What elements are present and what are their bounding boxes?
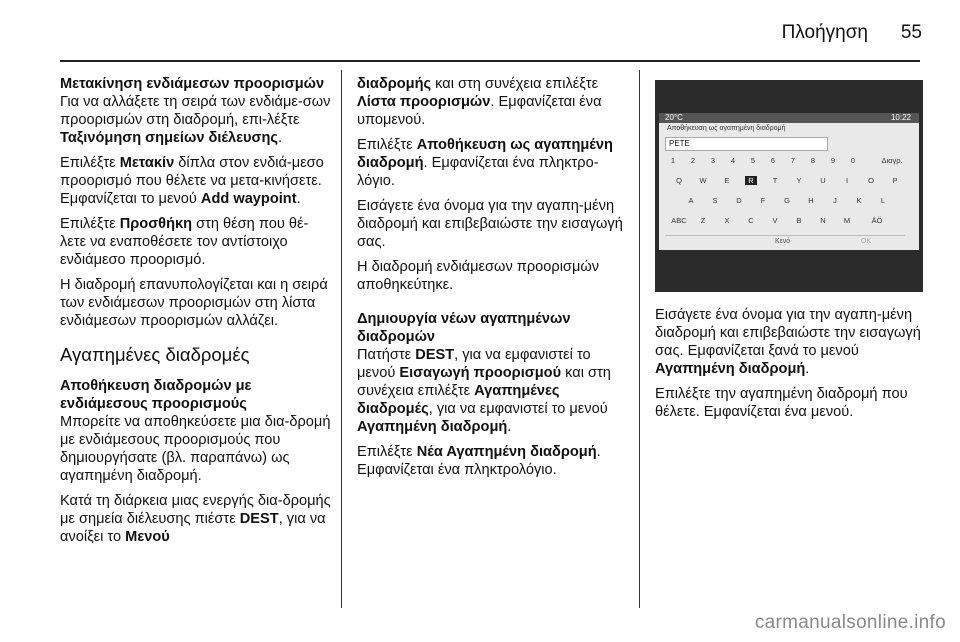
- text: στη θέση που θέ-λετε να εναποθέσετε τον αντίστοιχο ενδιάμεσο προορισμό.: [60, 216, 309, 268]
- menu-term: Αποθήκευση ως αγαπημένη διαδρομή: [357, 137, 613, 171]
- column-1: [60, 75, 332, 553]
- menu-term: Αγαπημένη διαδρομή: [357, 419, 508, 435]
- text: . Εμφανίζεται ένα πληκτρο-λόγιο.: [357, 155, 599, 189]
- infotainment-screenshot: [655, 80, 923, 292]
- paragraph: Μπορείτε να αποθηκεύσετε μια δια-δρομή με ενδιάμεσους προορισμούς που δημιουργήσατε (βλ. παραπάνω) ως αγαπημένη διαδρομή.: [60, 414, 331, 484]
- text: .: [296, 191, 301, 207]
- name-input[interactable]: PETE: [665, 137, 828, 151]
- paragraph: Εισάγετε ένα όνομα για την αγαπη-μένη διαδρομή και επιβεβαιώστε την εισαγωγή σας.: [357, 198, 623, 250]
- text: Πατήστε: [357, 347, 416, 363]
- key[interactable]: 4: [730, 156, 736, 165]
- text: . Εμφανίζεται ένα υπομενού.: [357, 94, 602, 128]
- button-term: DEST: [415, 347, 455, 363]
- key[interactable]: E: [724, 176, 730, 185]
- paragraph: [357, 75, 632, 129]
- status-bar: [659, 113, 919, 123]
- key[interactable]: D: [736, 196, 742, 205]
- key[interactable]: T: [772, 176, 778, 185]
- screen-title: Αποθήκευση ως αγαπημένη διαδρομή: [667, 125, 786, 132]
- key[interactable]: F: [760, 196, 766, 205]
- text: Επιλέξτε: [357, 444, 417, 460]
- header-rule: [60, 60, 920, 62]
- key[interactable]: X: [724, 216, 730, 225]
- keyboard-bottom-bar: [665, 235, 905, 248]
- key[interactable]: 9: [830, 156, 836, 165]
- ok-key[interactable]: OK: [861, 238, 872, 245]
- menu-term: Αγαπημένη διαδρομή: [655, 361, 806, 377]
- key[interactable]: M: [843, 216, 851, 225]
- menu-term: Εισαγωγή προορισμού: [399, 365, 562, 381]
- section-title: Μετακίνηση ενδιάμεσων προορισμών: [60, 76, 325, 92]
- paragraph: Η διαδρομή επανυπολογίζεται και η σειρά των ενδιάμεσων προορισμών στη λίστα ενδιάμεσων προορισμών αλλάζει.: [60, 277, 328, 329]
- menu-term: Ταξινόμηση σημείων διέλευσης: [60, 130, 279, 146]
- key-selected[interactable]: R: [745, 176, 757, 185]
- menu-term: Προσθήκη: [119, 216, 193, 232]
- key[interactable]: Y: [796, 176, 802, 185]
- key[interactable]: N: [820, 216, 826, 225]
- text: , για να εμφανιστεί το μενού: [428, 401, 608, 417]
- column-2: [357, 75, 632, 486]
- key[interactable]: I: [845, 176, 849, 185]
- key[interactable]: K: [856, 196, 862, 205]
- paragraph: [60, 215, 332, 269]
- key[interactable]: 5: [750, 156, 756, 165]
- key[interactable]: Z: [700, 216, 706, 225]
- key[interactable]: P: [892, 176, 898, 185]
- menu-term: Αγαπημένες διαδρομές: [357, 383, 560, 417]
- paragraph: [357, 136, 632, 190]
- paragraph: [357, 443, 632, 479]
- text: , για να εμφανιστεί το μενού: [357, 347, 591, 381]
- text: Επιλέξτε: [60, 216, 120, 232]
- delete-key[interactable]: Διαγρ.: [881, 156, 903, 165]
- paragraph: [60, 154, 332, 208]
- menu-term: Νέα Αγαπημένη διαδρομή: [416, 444, 597, 460]
- key[interactable]: 8: [810, 156, 816, 165]
- key[interactable]: 0: [850, 156, 856, 165]
- paragraph: Η διαδρομή ενδιάμεσων προορισμών αποθηκεύτηκε.: [357, 259, 600, 293]
- text: και στη συνέχεια επιλέξτε: [357, 365, 611, 399]
- section-heading: Αγαπημένες διαδρομές: [60, 344, 250, 365]
- key[interactable]: W: [699, 176, 707, 185]
- key[interactable]: A: [688, 196, 694, 205]
- key[interactable]: C: [748, 216, 754, 225]
- menu-term: Μενού: [125, 529, 170, 545]
- column-3: [655, 306, 925, 428]
- button-term: DEST: [239, 511, 279, 527]
- text: .: [805, 361, 810, 377]
- key[interactable]: 6: [770, 156, 776, 165]
- key[interactable]: O: [868, 176, 874, 185]
- text: Επιλέξτε: [60, 155, 120, 171]
- key[interactable]: G: [784, 196, 790, 205]
- temperature: 20°C: [665, 113, 683, 122]
- key[interactable]: S: [712, 196, 718, 205]
- paragraph: [357, 346, 632, 436]
- menu-term: Λίστα προορισμών: [357, 94, 491, 110]
- text: . Εμφανίζεται ένα πληκτρολόγιο.: [357, 444, 601, 478]
- key[interactable]: B: [796, 216, 802, 225]
- key[interactable]: H: [808, 196, 814, 205]
- key[interactable]: 1: [670, 156, 676, 165]
- text: .: [278, 130, 283, 146]
- text: Επιλέξτε: [357, 137, 417, 153]
- key[interactable]: J: [833, 196, 837, 205]
- text: .: [507, 419, 512, 435]
- column-divider: [639, 70, 640, 608]
- column-divider: [341, 70, 342, 608]
- key[interactable]: L: [880, 196, 886, 205]
- watermark: carmanualsonline.info: [754, 612, 946, 633]
- umlaut-key[interactable]: ÄÖ: [871, 216, 883, 225]
- menu-term: Μετακίν: [119, 155, 175, 171]
- key[interactable]: V: [772, 216, 778, 225]
- section-title: Δημιουργία νέων αγαπημένων διαδρομών: [357, 311, 571, 345]
- section-title: Αποθήκευση διαδρομών με ενδιάμεσους προορισμούς: [60, 378, 252, 412]
- text: δίπλα στον ενδιά-μεσο προορισμό που θέλετε να μετα-κινήσετε. Εμφανίζεται το μενού: [60, 155, 324, 207]
- text: Εισάγετε ένα όνομα για την αγαπη-μένη διαδρομή και επιβεβαιώστε την εισαγωγή σας. Εμφανίζεται ξανά το μενού: [655, 307, 921, 359]
- paragraph: [60, 492, 332, 546]
- page-number: 55: [900, 22, 922, 43]
- clock: 10:22: [890, 113, 911, 122]
- key[interactable]: 2: [690, 156, 696, 165]
- paragraph: Επιλέξτε την αγαπημένη διαδρομή που θέλετε. Εμφανίζεται ένα μενού.: [655, 386, 908, 420]
- text: Για να αλλάξετε τη σειρά των ενδιάμε-σων προορισμών στη διαδρομή, επι-λέξτε: [60, 94, 331, 128]
- text: , για να ανοίξει το: [60, 511, 326, 545]
- key[interactable]: U: [820, 176, 826, 185]
- abc-key[interactable]: ABC: [671, 216, 687, 225]
- key[interactable]: 7: [790, 156, 796, 165]
- key[interactable]: 3: [710, 156, 716, 165]
- space-key[interactable]: Κενό: [775, 238, 791, 245]
- menu-term: διαδρομής: [357, 76, 432, 92]
- text: Κατά τη διάρκεια μιας ενεργής δια-δρομής με σημεία διέλευσης πιέστε: [60, 493, 331, 527]
- paragraph: [655, 306, 925, 378]
- paragraph: [60, 93, 332, 147]
- page-title: Πλοήγηση: [781, 22, 868, 43]
- text: και στη συνέχεια επιλέξτε: [431, 76, 599, 92]
- menu-term: Add waypoint: [200, 191, 297, 207]
- key[interactable]: Q: [676, 176, 682, 185]
